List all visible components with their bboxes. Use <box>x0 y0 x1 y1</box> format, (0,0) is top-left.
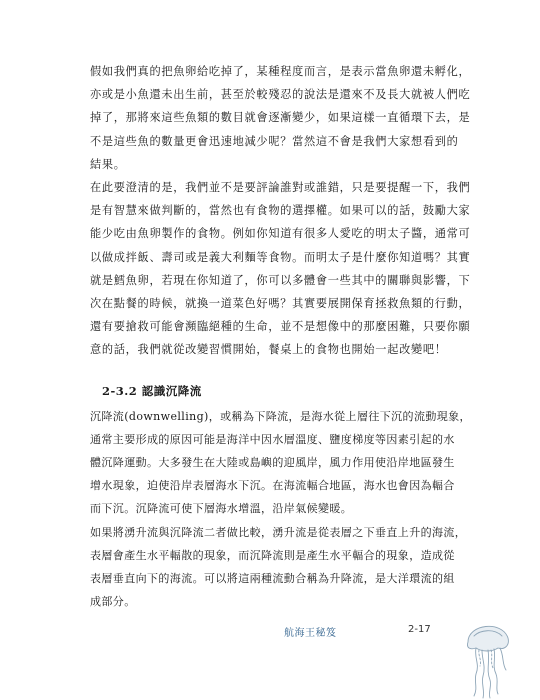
body-line: 在此要澄清的是，我們並不是要評論誰對或誰錯，只是要提醒一下，我們 <box>90 181 471 195</box>
body-line: 沉降流(downwelling)，或稱為下降流，是海水從上層往下沉的流動現象， <box>90 409 471 423</box>
body-line: 以做成拌飯、壽司或是義大利麵等食物。而明太子是什麼你知道嗎？其實 <box>90 250 471 264</box>
body-line: 不是這些魚的數量更會迅速地減少呢？當然這不會是我們大家想看到的 <box>90 134 459 148</box>
body-line: 增水現象，迫使沿岸表層海水下沉。在海流輻合地區，海水也會因為輻合 <box>90 479 455 493</box>
body-line: 表層會產生水平輻散的現象，而沉降流則是產生水平輻合的現象，造成從 <box>90 548 455 562</box>
body-line: 成部分。 <box>90 595 136 609</box>
body-text-block-2 <box>90 405 485 614</box>
body-line: 能少吃由魚卵製作的食物。例如你知道有很多人愛吃的明太子醬，通常可 <box>90 227 471 241</box>
page-content <box>90 60 485 613</box>
body-line: 表層垂直向下的海流。可以將這兩種流動合稱為升降流，是大洋環流的組 <box>90 572 455 586</box>
body-line: 如果將湧升流與沉降流二者做比較，湧升流是從表層之下垂直上升的海流， <box>90 525 467 539</box>
page-number: 2-17 <box>408 624 431 635</box>
body-line: 通常主要形成的原因可能是海洋中因水層溫度、鹽度梯度等因素引起的水 <box>90 432 455 446</box>
footer-book-title: 航海王秘笈 <box>284 628 337 639</box>
body-text-block-1 <box>90 60 485 362</box>
body-line: 而下沉。沉降流可使下層海水增溫，沿岸氣候變暖。 <box>90 502 353 516</box>
section-heading: 2-3.2 認識沉降流 <box>102 383 202 398</box>
body-line: 就是鱈魚卵，若現在你知道了，你可以多體會一些其中的關聯與影響，下 <box>90 273 471 287</box>
body-line: 假如我們真的把魚卵給吃掉了，某種程度而言，是表示當魚卵還未孵化， <box>90 65 471 78</box>
body-line: 還有要搶救可能會瀕臨絕種的生命，並不是想像中的那麼困難，只要你願 <box>90 320 471 334</box>
body-line: 體沉降運動。大多發生在大陸或島嶼的迎風岸，風力作用使沿岸地區發生 <box>90 456 455 470</box>
body-line: 結果。 <box>90 157 126 171</box>
jellyfish-icon <box>452 612 522 700</box>
body-line: 意的話，我們就從改變習慣開始，餐桌上的食物也開始一起改變吧！ <box>90 343 447 357</box>
body-line: 掉了，那將來這些魚類的數目就會逐漸變少，如果這樣一直循環下去，是 <box>90 111 471 125</box>
body-line: 亦或是小魚還未出生前，甚至於較殘忍的說法是還來不及長大就被人們吃 <box>90 88 471 102</box>
body-line: 次在點餐的時候，就換一道菜色好嗎？其實要展開保育拯救魚類的行動， <box>90 297 471 311</box>
body-line: 是有智慧來做判斷的，當然也有食物的選擇權。如果可以的話，鼓勵大家 <box>90 204 471 218</box>
